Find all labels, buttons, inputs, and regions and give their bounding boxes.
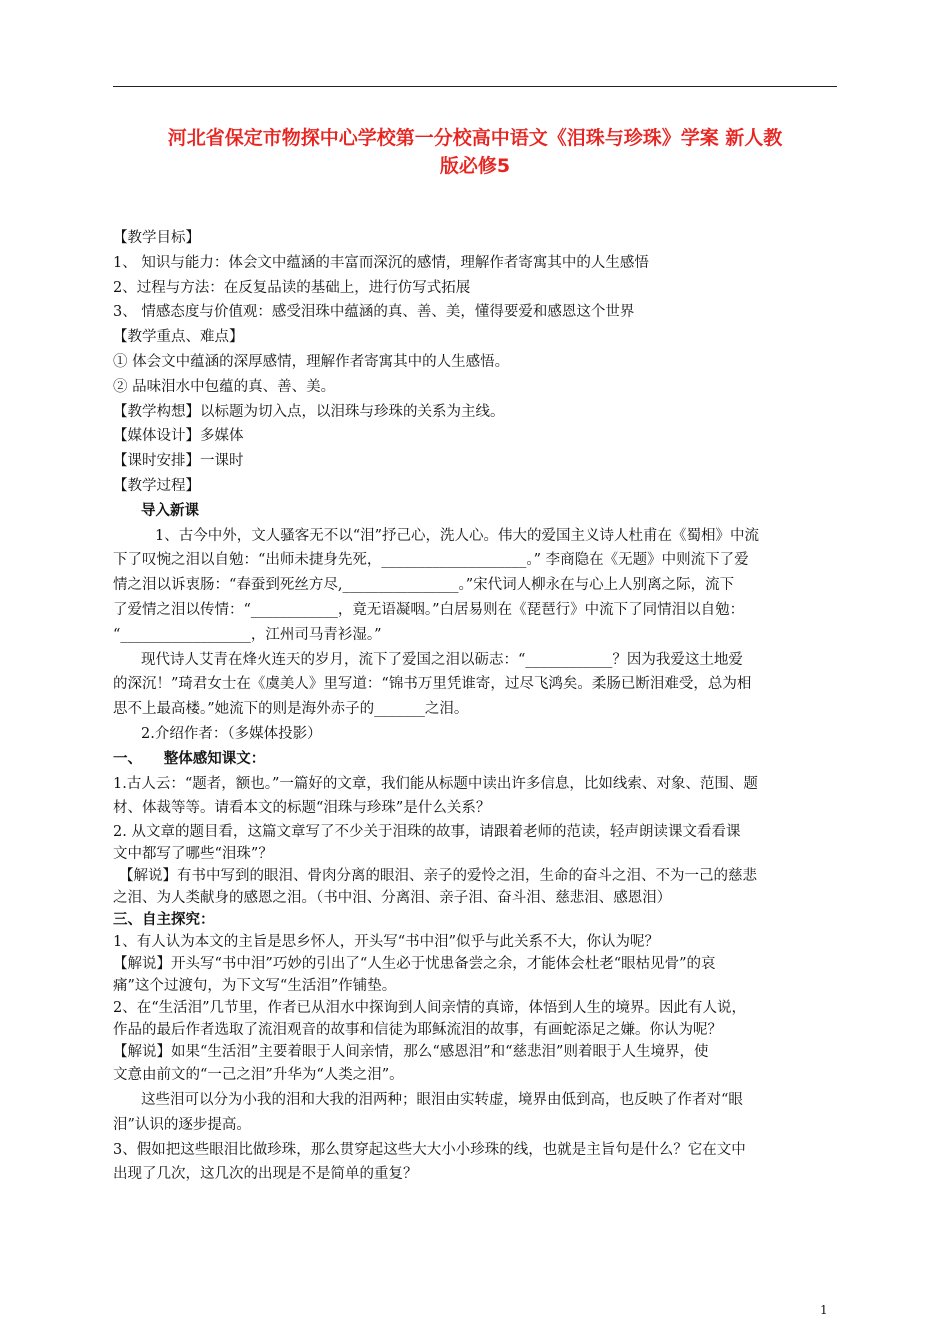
text-line: 痛”这个过渡句，为下文写“生活泪”作铺垫。 — [113, 978, 397, 995]
text-line: 【课时安排】一课时 — [113, 453, 244, 470]
text-line: 2、在“生活泪”几节里，作者已从泪水中探询到人间亲情的真谛，体悟到人生的境界。因此有人说， — [113, 1000, 747, 1017]
document-title — [105, 124, 845, 180]
text-line: 文意由前文的“一己之泪”升华为“人类之泪”。 — [113, 1067, 404, 1084]
text-line: 3、假如把这些眼泪比做珍珠，那么贯穿起这些大大小小珍珠的线，也就是主旨句是什么？它在文中 — [113, 1141, 746, 1158]
text-line: 文中都写了哪些“泪珠”？ — [113, 846, 273, 863]
title-line-1: 河北省保定市物探中心学校第一分校高中语文《泪珠与珍珠》学案 新人教 — [167, 127, 783, 149]
text-line: 的深沉！”琦君女士在《虞美人》里写道：“锦书万里凭谁寄，过尽飞鸿矣。柔肠已断泪难受，总为相 — [113, 676, 752, 693]
text-line: ② 品味泪水中包蕴的真、善、美。 — [113, 378, 336, 395]
text-line: 情之泪以诉衷肠：“春蚕到死丝方尽,________________。”宋代词人柳永在与心上人别离之际，流下 — [113, 577, 735, 594]
text-line: 2. 从文章的题目看，这篇文章写了不少关于泪珠的故事，请跟着老师的范读，轻声朗读课文看看课 — [113, 824, 741, 841]
text-line: 1、古今中外，文人骚客无不以“泪”抒己心，洗人心。伟大的爱国主义诗人杜甫在《蜀相》中流 — [155, 527, 760, 544]
text-line: 思不上最高楼。”她流下的则是海外赤子的_______之泪。 — [113, 701, 469, 718]
text-line: 【教学构想】以标题为切入点，以泪珠与珍珠的关系为主线。 — [113, 403, 505, 420]
text-line: 1、 知识与能力：体会文中蕴涵的丰富而深沉的感情，理解作者寄寓其中的人生感悟 — [113, 254, 649, 271]
text-line: ① 体会文中蕴涵的深厚感情，理解作者寄寓其中的人生感悟。 — [113, 353, 510, 370]
text-line: “__________________，江州司马青衫湿。” — [113, 626, 382, 643]
text-line: 出现了几次，这几次的出现是不是简单的重复？ — [113, 1166, 418, 1183]
text-line: 【教学目标】 — [113, 230, 200, 246]
page-number: 1 — [820, 1303, 828, 1317]
text-line: 导入新课 — [141, 501, 199, 519]
text-line: 【媒体设计】多媒体 — [113, 428, 244, 445]
text-line: 1.古人云：“题者，额也。”一篇好的文章，我们能从标题中读出许多信息，比如线索、对象、范围、题 — [113, 775, 758, 792]
text-line: 泪”认识的逐步提高。 — [113, 1116, 251, 1133]
text-line: 下了叹惋之泪以自勉：“出师未捷身先死，____________________。” 李商隐在《无题》中则流下了爱 — [113, 552, 749, 569]
text-line: 三、自主探究： — [113, 911, 215, 929]
text-line: 这些泪可以分为小我的泪和大我的泪两种；眼泪由实转虚，境界由低到高，也反映了作者对“眼 — [141, 1091, 743, 1108]
text-line: 【解说】有书中写到的眼泪、骨肉分离的眼泪、亲子的爱怜之泪，生命的奋斗之泪、不为一己的慈悲 — [119, 868, 757, 885]
title-line-2: 版必修5 — [439, 155, 511, 177]
text-line: 【解说】开头写“书中泪”巧妙的引出了“人生必于忧患备尝之余，才能体会杜老“眼枯见骨”的哀 — [113, 956, 716, 973]
document-body — [113, 226, 837, 1187]
text-line: 了爱情之泪以传情：“____________，竟无语凝咽。”白居易则在《琵琶行》中流下了同情泪以自勉： — [113, 601, 745, 618]
text-line: 2.介绍作者：（多媒体投影） — [141, 725, 322, 742]
text-line: 之泪、为人类献身的感恩之泪。（书中泪、分离泪、亲子泪、奋斗泪、慈悲泪、感恩泪） — [113, 890, 672, 907]
text-line: 一、 整体感知课文： — [113, 749, 266, 767]
text-line: 【教学过程】 — [113, 477, 200, 494]
text-line: 2、过程与方法：在反复品读的基础上，进行仿写式拓展 — [113, 279, 471, 296]
header-rule — [113, 86, 837, 87]
text-line: 材、体裁等等。请看本文的标题“泪珠与珍珠”是什么关系？ — [113, 800, 491, 817]
text-line: 【解说】如果“生活泪”主要着眼于人间亲情，那么“感恩泪”和“慈悲泪”则着眼于人生境界，使 — [113, 1044, 709, 1061]
text-line: 作品的最后作者选取了流泪观音的故事和信徒为耶稣流泪的故事，有画蛇添足之嫌。你认为呢？ — [113, 1022, 722, 1039]
text-line: 1、有人认为本文的主旨是思乡怀人，开头写“书中泪”似乎与此关系不大，你认为呢？ — [113, 934, 660, 951]
text-line: 【教学重点、难点】 — [113, 329, 244, 346]
text-line: 3、 情感态度与价值观：感受泪珠中蕴涵的真、善、美，懂得要爱和感恩这个世界 — [113, 304, 635, 321]
text-line: 现代诗人艾青在烽火连天的岁月，流下了爱国之泪以砺志：“____________？因为我爱这土地爱 — [141, 651, 743, 668]
